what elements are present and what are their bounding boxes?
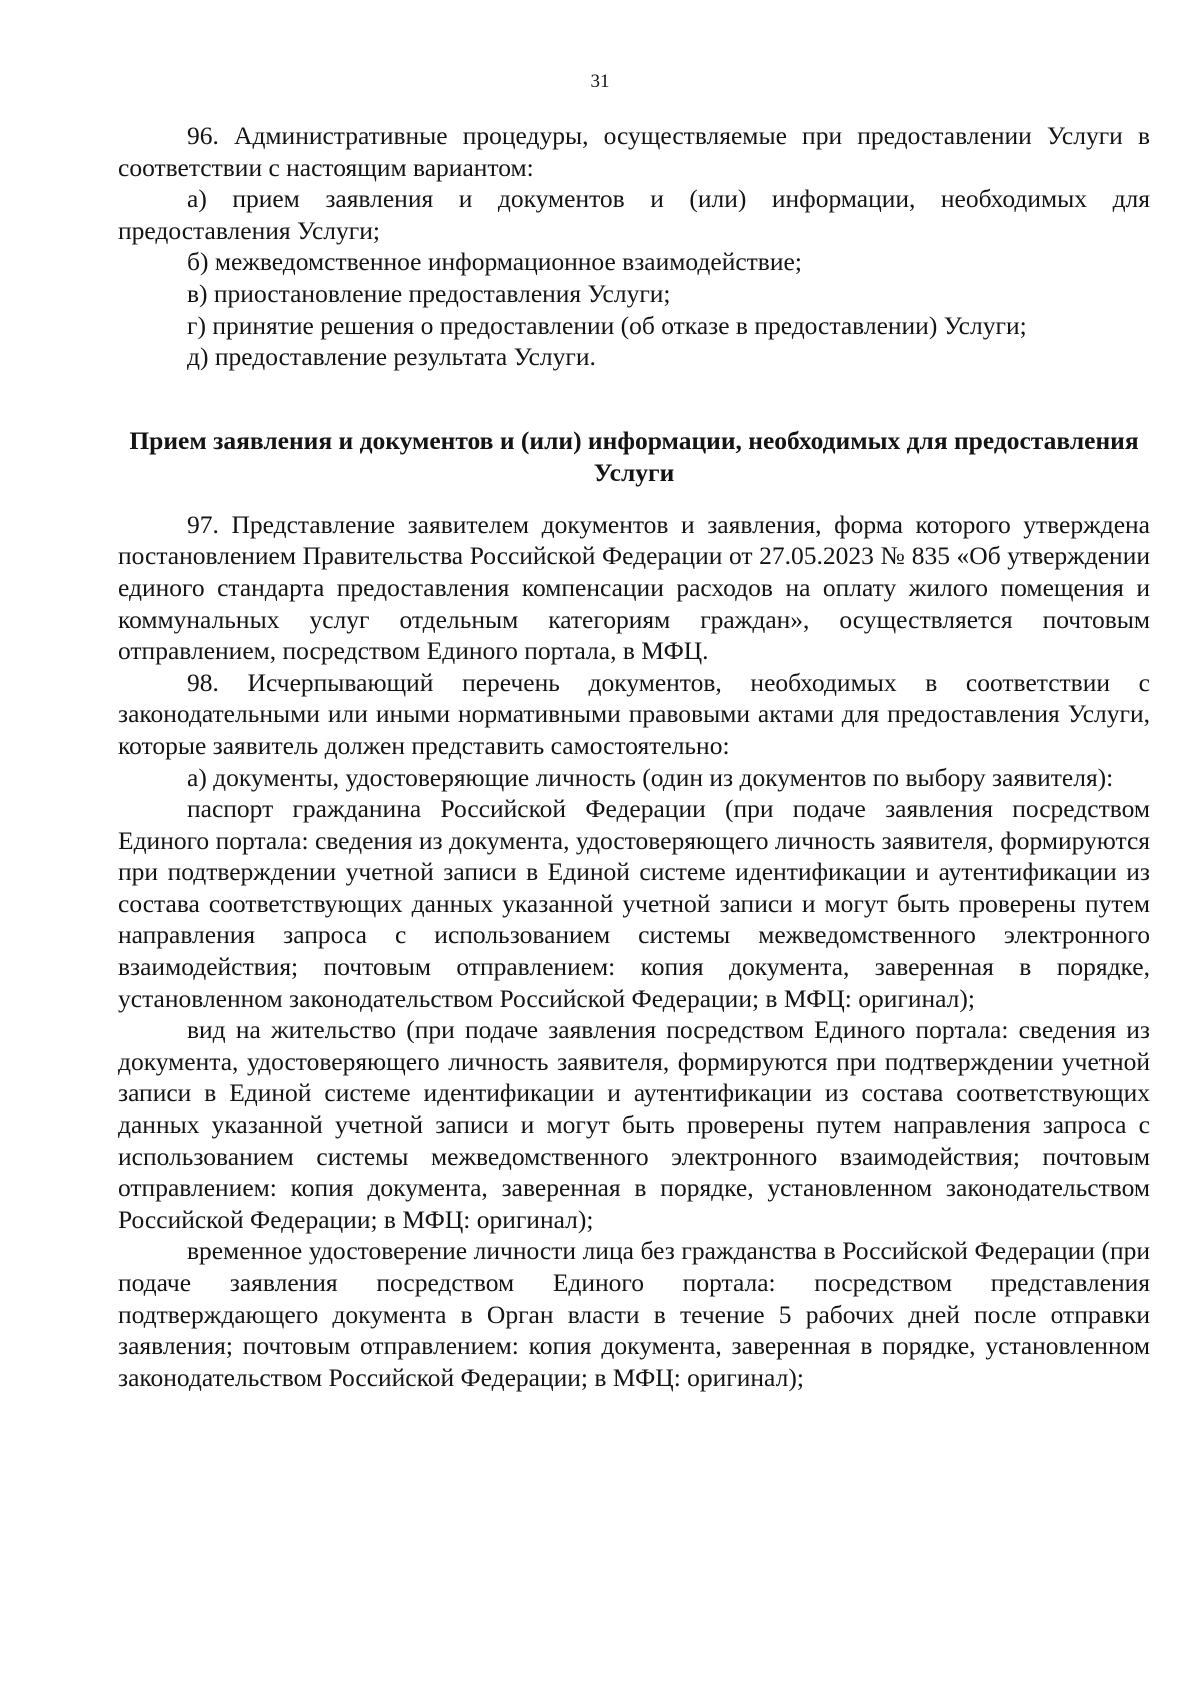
clause-96-item-a: а) прием заявления и документов и (или) информации, необходимых для предоставления Услуги; <box>118 184 1150 245</box>
clause-97: 97. Представление заявителем документов и заявления, форма которого утверждена постановлением Правительства Российской Федерации от 27.05.2023 № 835 «Об утверждении единого стандарта предоставления компенсации расходов на оплату жилого помещения и коммунальных услуг отдельным категориям граждан», осуществляется почтовым отправлением, посредством Единого портала, в МФЦ. <box>118 509 1150 666</box>
clause-98-item-a: а) документы, удостоверяющие личность (один из документов по выбору заявителя): <box>187 762 1114 792</box>
clause-96-item-v: в) приостановление предоставления Услуги; <box>187 278 671 308</box>
document-body <box>118 120 1150 1393</box>
section-heading: Прием заявления и документов и (или) информации, необходимых для предоставления Услуги <box>129 425 1139 487</box>
clause-98-intro: 98. Исчерпывающий перечень документов, необходимых в соответствии с законодательными или иными нормативными правовыми актами для предоставления Услуги, которые заявитель должен представить самостоятельно: <box>118 667 1150 760</box>
clause-98-residence-permit: вид на жительство (при подаче заявления посредством Единого портала: сведения из документа, удостоверяющего личность заявителя, формируются при подтверждении учетной записи в Единой системе идентификации и аутентификации из состава соответствующих данных указанной учетной записи и могут быть проверены путем направления запроса с использованием системы межведомственного электронного взаимодействия; почтовым отправлением: копия документа, заверенная в порядке, установленном законодательством Российской Федерации; в МФЦ: оригинал); <box>118 1015 1150 1234</box>
clause-96-item-b: б) межведомственное информационное взаимодействие; <box>187 247 802 277</box>
clause-98-passport: паспорт гражданина Российской Федерации (при подаче заявления посредством Единого портала: сведения из документа, удостоверяющего личность заявителя, формируются при подтверждении учетной записи в Единой системе идентификации и аутентификации из состава соответствующих данных указанной учетной записи и могут быть проверены путем направления запроса с использованием системы межведомственного электронного взаимодействия; почтовым отправлением: копия документа, заверенная в порядке, установленном законодательством Российской Федерации; в МФЦ: оригинал); <box>118 794 1150 1013</box>
page-number: 31 <box>590 71 610 92</box>
clause-96-item-d: д) предоставление результата Услуги. <box>187 342 596 372</box>
clause-96-item-g: г) принятие решения о предоставлении (об отказе в предоставлении) Услуги; <box>187 310 1027 340</box>
clause-98-temporary-id: временное удостоверение личности лица без гражданства в Российской Федерации (при подаче заявления посредством Единого портала: посредством представления подтверждающего документа в Орган власти в течение 5 рабочих дней после отправки заявления; почтовым отправлением: копия документа, заверенная в порядке, установленном законодательством Российской Федерации; в МФЦ: оригинал); <box>118 1236 1150 1392</box>
clause-96-intro: 96. Административные процедуры, осуществляемые при предоставлении Услуги в соответствии с настоящим вариантом: <box>118 121 1150 182</box>
